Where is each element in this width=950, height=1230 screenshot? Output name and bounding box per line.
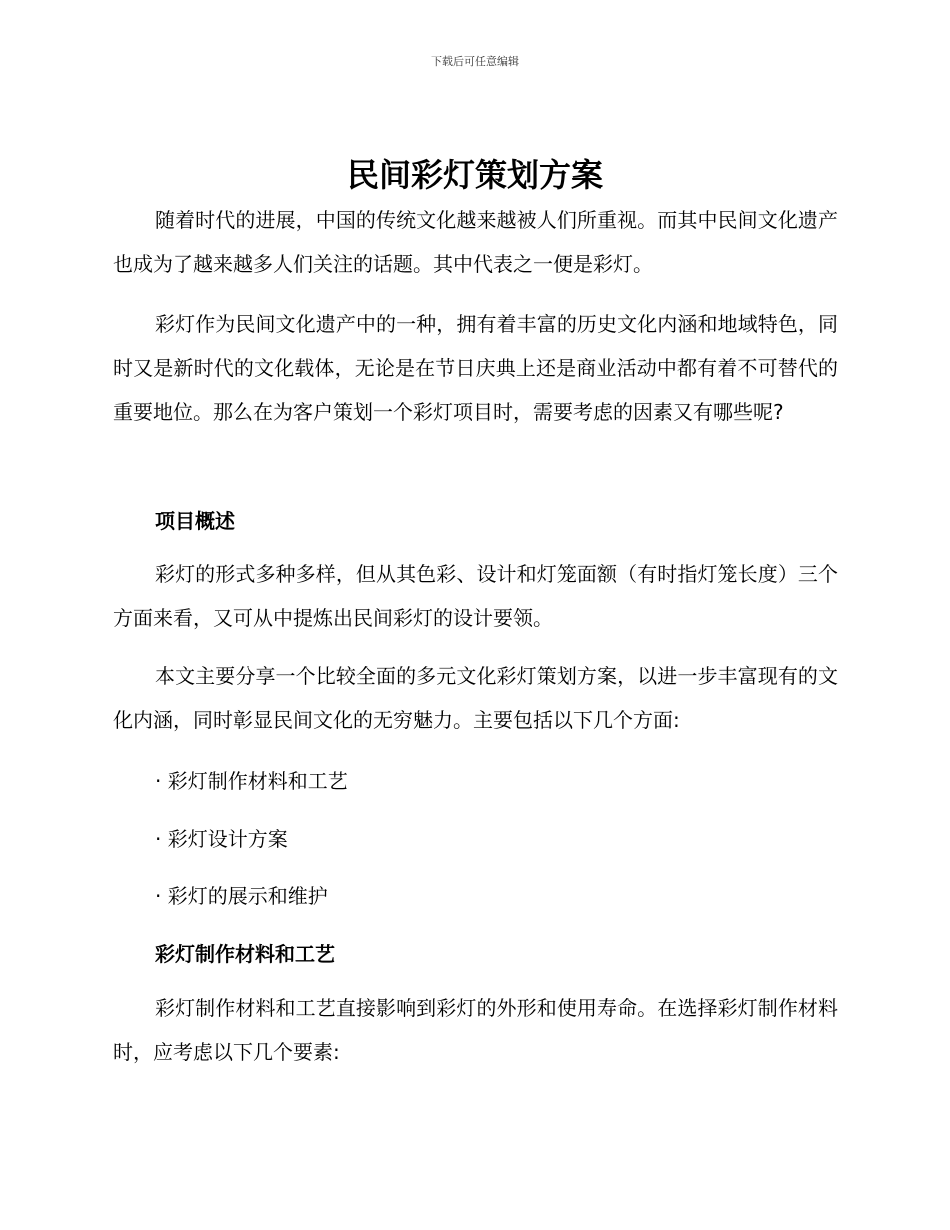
bullet-item: · 彩灯制作材料和工艺	[155, 769, 348, 793]
paragraph-background: 彩灯作为民间文化遗产中的一种，拥有着丰富的历史文化内涵和地域特色，同时又是新时代的文化载体，无论是在节日庆典上还是商业活动中都有着不可替代的重要地位。那么在为客户策划一个彩灯项目时，需要考虑的因素又有哪些呢?	[113, 312, 838, 424]
paragraph-intro: 随着时代的进展，中国的传统文化越来越被人们所重视。而其中民间文化遗产也成为了越来越多人们关注的话题。其中代表之一便是彩灯。	[113, 208, 838, 276]
document-title: 民间彩灯策划方案	[346, 156, 603, 194]
bullet-item: · 彩灯设计方案	[155, 827, 288, 851]
paragraph-summary: 本文主要分享一个比较全面的多元文化彩灯策划方案，以进一步丰富现有的文化内涵，同时彰显民间文化的无穷魅力。主要包括以下几个方面:	[113, 664, 838, 732]
bullet-item: · 彩灯的展示和维护	[155, 884, 328, 908]
page-header: 下载后可任意编辑	[431, 55, 519, 68]
paragraph-overview: 彩灯的形式多种多样，但从其色彩、设计和灯笼面额（有时指灯笼长度）三个方面来看，又可从中提炼出民间彩灯的设计要领。	[113, 562, 838, 630]
section-heading-overview: 项目概述	[155, 509, 235, 533]
section-heading-materials: 彩灯制作材料和工艺	[155, 942, 335, 966]
paragraph-materials: 彩灯制作材料和工艺直接影响到彩灯的外形和使用寿命。在选择彩灯制作材料时，应考虑以下几个要素:	[113, 996, 838, 1064]
